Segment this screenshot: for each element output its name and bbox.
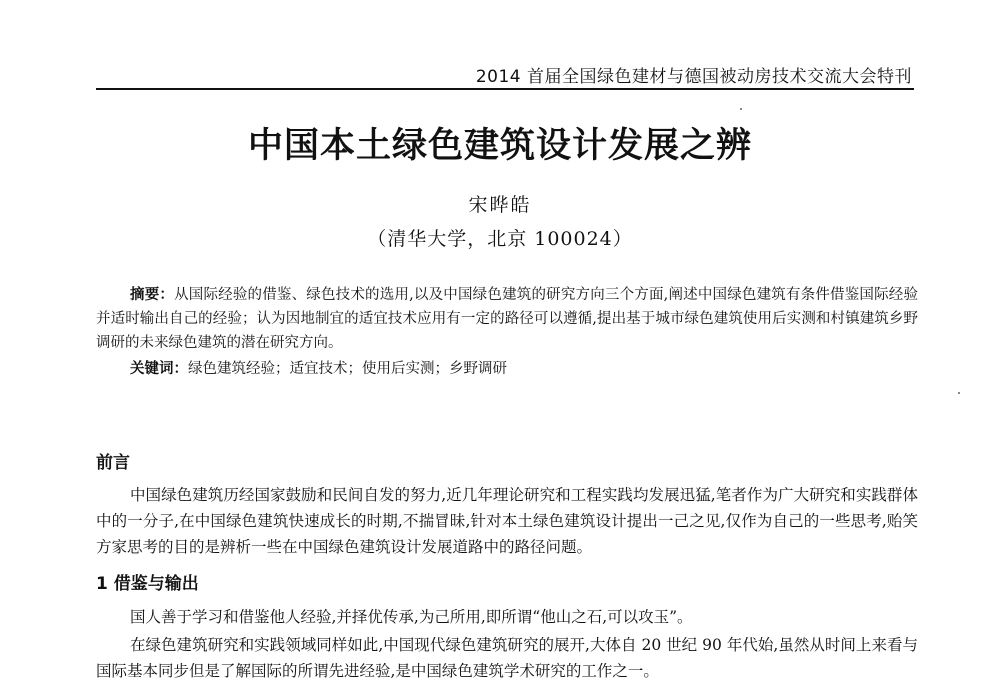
abstract-label: 摘要： — [130, 287, 175, 303]
author-name: 宋晔皓 — [468, 194, 532, 216]
section-1-paragraph-2: 在绿色建筑研究和实践领域同样如此,中国现代绿色建筑研究的展开,大体自 20 世纪 90 年代始,虽然从时间上来看与国际基本同步但是了解国际的所谓先进经验,是中国绿色建筑学术研究的工作之一。 — [96, 636, 918, 680]
abstract — [96, 283, 918, 355]
keywords-label: 关键词： — [130, 361, 188, 377]
abstract-text: 从国际经验的借鉴、绿色技术的选用,以及中国绿色建筑的研究方向三个方面,阐述中国绿色建筑有条件借鉴国际经验并适时输出自己的经验；认为因地制宜的适宜技术应用有一定的路径可以遵循,提出基于城市绿色建筑使用后实测和村镇建筑乡野调研的未来绿色建筑的潜在研究方向。 — [96, 287, 919, 351]
article-title: 中国本土绿色建筑设计发展之辨 — [247, 126, 752, 166]
keywords — [130, 357, 920, 381]
section-1-paragraph-1: 国人善于学习和借鉴他人经验,并择优传承,为己所用,即所谓“他山之石,可以攻玉”。 — [130, 608, 693, 626]
section-heading-preface: 前言 — [96, 453, 130, 473]
journal-header-title: 2014 首届全国绿色建材与德国被动房技术交流大会特刊 — [475, 67, 912, 87]
section-heading-1: 1 借鉴与输出 — [96, 574, 199, 594]
preface-paragraph: 中国绿色建筑历经国家鼓励和民间自发的努力,近几年理论研究和工程实践均发展迅猛,笔者作为广大研究和实践群体中的一分子,在中国绿色建筑快速成长的时期,不揣冒昧,针对本土绿色建筑设计提出一己之见,仅作为自己的一些思考,贻笑方家思考的目的是辨析一些在中国绿色建筑设计发展道路中的路径问题。 — [96, 486, 918, 556]
keywords-text: 绿色建筑经验；适宜技术；使用后实测；乡野调研 — [188, 361, 507, 377]
scan-speck — [740, 108, 742, 110]
author-affiliation: （清华大学，北京 100024） — [367, 228, 633, 250]
header-rule — [96, 88, 914, 90]
scan-speck — [958, 392, 960, 394]
